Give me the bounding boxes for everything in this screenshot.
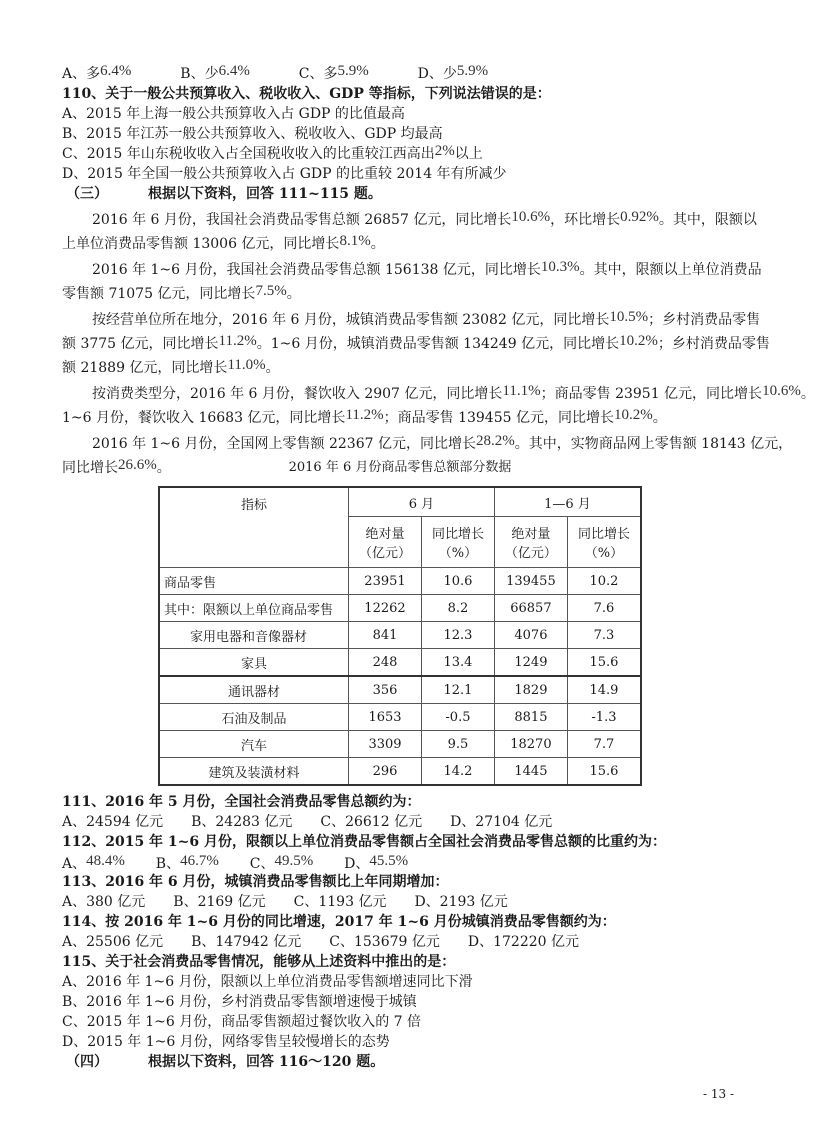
cell-june-abs: 23951 — [349, 568, 422, 595]
subheader-h1-yoy: 同比增长 （%） — [567, 517, 641, 568]
q111-stem: 111、2016 年 5 月份，全国社会消费品零售总额约为： — [62, 794, 421, 810]
cell-june-yoy: 13.4 — [421, 649, 494, 677]
row-label: 汽车 — [159, 731, 349, 758]
paragraph-5-line-1: 2016 年 1~6 月份，全国网上零售额 22367 亿元，同比增长28.2%。其中，实物商品网上零售额 18143 亿元， — [92, 433, 793, 452]
cell-h1-yoy: 15.6 — [567, 758, 641, 786]
q109-option-b: B、少6.4% — [180, 63, 250, 82]
cell-h1-yoy: 14.9 — [567, 676, 641, 704]
paragraph-3-line-1: 按经营单位所在地分，2016 年 6 月份，城镇消费品零售额 23082 亿元，同比增长10.5%；乡村消费品零售 — [92, 309, 761, 328]
section-4-heading: （四） 根据以下资料，回答 116～120 题。 — [66, 1054, 385, 1070]
table-row — [159, 704, 641, 731]
cell-june-abs: 3309 — [349, 731, 422, 758]
cell-h1-abs: 1249 — [494, 649, 567, 677]
q112-options — [62, 854, 408, 874]
table-row — [159, 731, 641, 758]
paragraph-3-line-2: 额 3775 亿元，同比增长11.2%。1~6 月份，城镇消费品零售额 134249 亿元，同比增长10.2%；乡村消费品零售 — [62, 333, 770, 352]
paragraph-4-line-1: 按消费类型分，2016 年 6 月份，餐饮收入 2907 亿元，同比增长11.1%；商品零售 23951 亿元，同比增长10.6%。 — [92, 383, 815, 402]
table-title: 2016 年 6 月份商品零售总额部分数据 — [288, 460, 512, 475]
paragraph-4-line-2: 1~6 月份，餐饮收入 16683 亿元，同比增长11.2%；商品零售 139455 亿元，同比增长10.2%。 — [62, 407, 667, 426]
table-row — [159, 622, 641, 649]
cell-june-abs: 248 — [349, 649, 422, 677]
paragraph-1-line-2: 上单位消费品零售额 13006 亿元，同比增长8.1%。 — [62, 233, 385, 252]
cell-h1-yoy: 7.6 — [567, 595, 641, 622]
row-label: 商品零售 — [159, 568, 349, 595]
cell-h1-yoy: 7.7 — [567, 731, 641, 758]
q110-option-b: B、2015 年江苏一般公共预算收入、税收收入、GDP 均最高 — [62, 126, 443, 142]
q109-option-d: D、少5.9% — [417, 63, 489, 82]
q110-option-c: C、2015 年山东税收收入占全国税收收入的比重较江西高出2%以上 — [62, 143, 483, 162]
header-indicator: 指标 — [159, 487, 349, 568]
q115-option-d: D、2015 年 1~6 月份，网络零售呈较慢增长的态势 — [62, 1034, 390, 1050]
q112-stem: 112、2015 年 1~6 月份，限额以上单位消费品零售额占全国社会消费品零售总额的比重约为： — [62, 834, 667, 850]
q110-stem: 110、关于一般公共预算收入、税收收入、GDP 等指标，下列说法错误的是： — [62, 86, 551, 102]
q113-options: A、380 亿元 B、2169 亿元 C、1193 亿元 D、2193 亿元 — [62, 894, 508, 910]
q111-options: A、24594 亿元 B、24283 亿元 C、26612 亿元 D、27104 亿元 — [62, 814, 553, 830]
cell-june-abs: 296 — [349, 758, 422, 786]
paragraph-2-line-1: 2016 年 1~6 月份，我国社会消费品零售总额 156138 亿元，同比增长10.3%。其中，限额以上单位消费品 — [92, 259, 762, 278]
table-row — [159, 649, 641, 677]
cell-h1-abs: 139455 — [494, 568, 567, 595]
q115-option-b: B、2016 年 1~6 月份，乡村消费品零售额增速慢于城镇 — [62, 994, 417, 1010]
cell-h1-abs: 1829 — [494, 676, 567, 704]
cell-h1-yoy: 7.3 — [567, 622, 641, 649]
row-label: 通讯器材 — [159, 676, 349, 704]
cell-june-abs: 841 — [349, 622, 422, 649]
cell-june-yoy: 8.2 — [421, 595, 494, 622]
q115-stem: 115、关于社会消费品零售情况，能够从上述资料中推出的是： — [62, 954, 456, 970]
paragraph-1-line-1: 2016 年 6 月份，我国社会消费品零售总额 26857 亿元，同比增长10.6%，环比增长0.92%。其中，限额以 — [92, 209, 757, 228]
q114-stem: 114、按 2016 年 1~6 月份的同比增速，2017 年 1~6 月份城镇消费品零售额约为： — [62, 914, 616, 930]
q112-option-c: C、49.5% — [249, 853, 314, 872]
row-label: 其中：限额以上单位商品零售 — [159, 595, 349, 622]
subheader-june-abs: 绝对量 （亿元） — [349, 517, 422, 568]
cell-h1-yoy: -1.3 — [567, 704, 641, 731]
cell-h1-abs: 1445 — [494, 758, 567, 786]
table-row — [159, 595, 641, 622]
q115-option-c: C、2015 年 1~6 月份，商品零售额超过餐饮收入的 7 倍 — [62, 1014, 422, 1030]
cell-june-yoy: -0.5 — [421, 704, 494, 731]
q112-option-d: D、45.5% — [344, 853, 409, 872]
cell-june-yoy: 9.5 — [421, 731, 494, 758]
subheader-h1-abs: 绝对量 （亿元） — [494, 517, 567, 568]
cell-h1-yoy: 10.2 — [567, 568, 641, 595]
q115-option-a: A、2016 年 1~6 月份，限额以上单位消费品零售额增速同比下滑 — [62, 974, 473, 990]
q112-option-b: B、46.7% — [155, 853, 219, 872]
page-number: - 13 - — [702, 1087, 734, 1101]
cell-june-abs: 12262 — [349, 595, 422, 622]
table-row — [159, 758, 641, 786]
q114-options: A、25506 亿元 B、147942 亿元 C、153679 亿元 D、172220 亿元 — [62, 934, 580, 950]
header-june: 6 月 — [349, 487, 495, 517]
q113-stem: 113、2016 年 6 月份，城镇消费品零售额比上年同期增加： — [62, 874, 449, 890]
cell-june-yoy: 14.2 — [421, 758, 494, 786]
cell-h1-abs: 18270 — [494, 731, 567, 758]
row-label: 家用电器和音像器材 — [159, 622, 349, 649]
cell-june-yoy: 12.1 — [421, 676, 494, 704]
paragraph-3-line-3: 额 21889 亿元，同比增长11.0%。 — [62, 357, 280, 376]
table-row — [159, 568, 641, 595]
cell-june-yoy: 10.6 — [421, 568, 494, 595]
section-3-heading: （三） 根据以下资料，回答 111~115 题。 — [66, 186, 382, 202]
row-label: 石油及制品 — [159, 704, 349, 731]
cell-june-abs: 1653 — [349, 704, 422, 731]
q110-option-a: A、2015 年上海一般公共预算收入占 GDP 的比值最高 — [62, 106, 405, 122]
header-jan-jun: 1—6 月 — [494, 487, 641, 517]
q109-option-c: C、多5.9% — [298, 63, 369, 82]
q110-option-d: D、2015 年全国一般公共预算收入占 GDP 的比重较 2014 年有所减少 — [62, 166, 507, 182]
q112-option-a: A、48.4% — [62, 853, 125, 872]
cell-h1-abs: 4076 — [494, 622, 567, 649]
paragraph-5-line-2: 同比增长26.6%。 — [62, 457, 171, 476]
cell-h1-yoy: 15.6 — [567, 649, 641, 677]
cell-june-abs: 356 — [349, 676, 422, 704]
retail-data-table — [158, 486, 642, 786]
q109-option-a: A、多6.4% — [62, 63, 132, 82]
row-label: 家具 — [159, 649, 349, 677]
paragraph-2-line-2: 零售额 71075 亿元，同比增长7.5%。 — [62, 283, 301, 302]
cell-june-yoy: 12.3 — [421, 622, 494, 649]
cell-h1-abs: 8815 — [494, 704, 567, 731]
row-label: 建筑及装潢材料 — [159, 758, 349, 786]
subheader-june-yoy: 同比增长 （%） — [421, 517, 494, 568]
table-row — [159, 676, 641, 704]
q109-options — [62, 64, 488, 84]
cell-h1-abs: 66857 — [494, 595, 567, 622]
